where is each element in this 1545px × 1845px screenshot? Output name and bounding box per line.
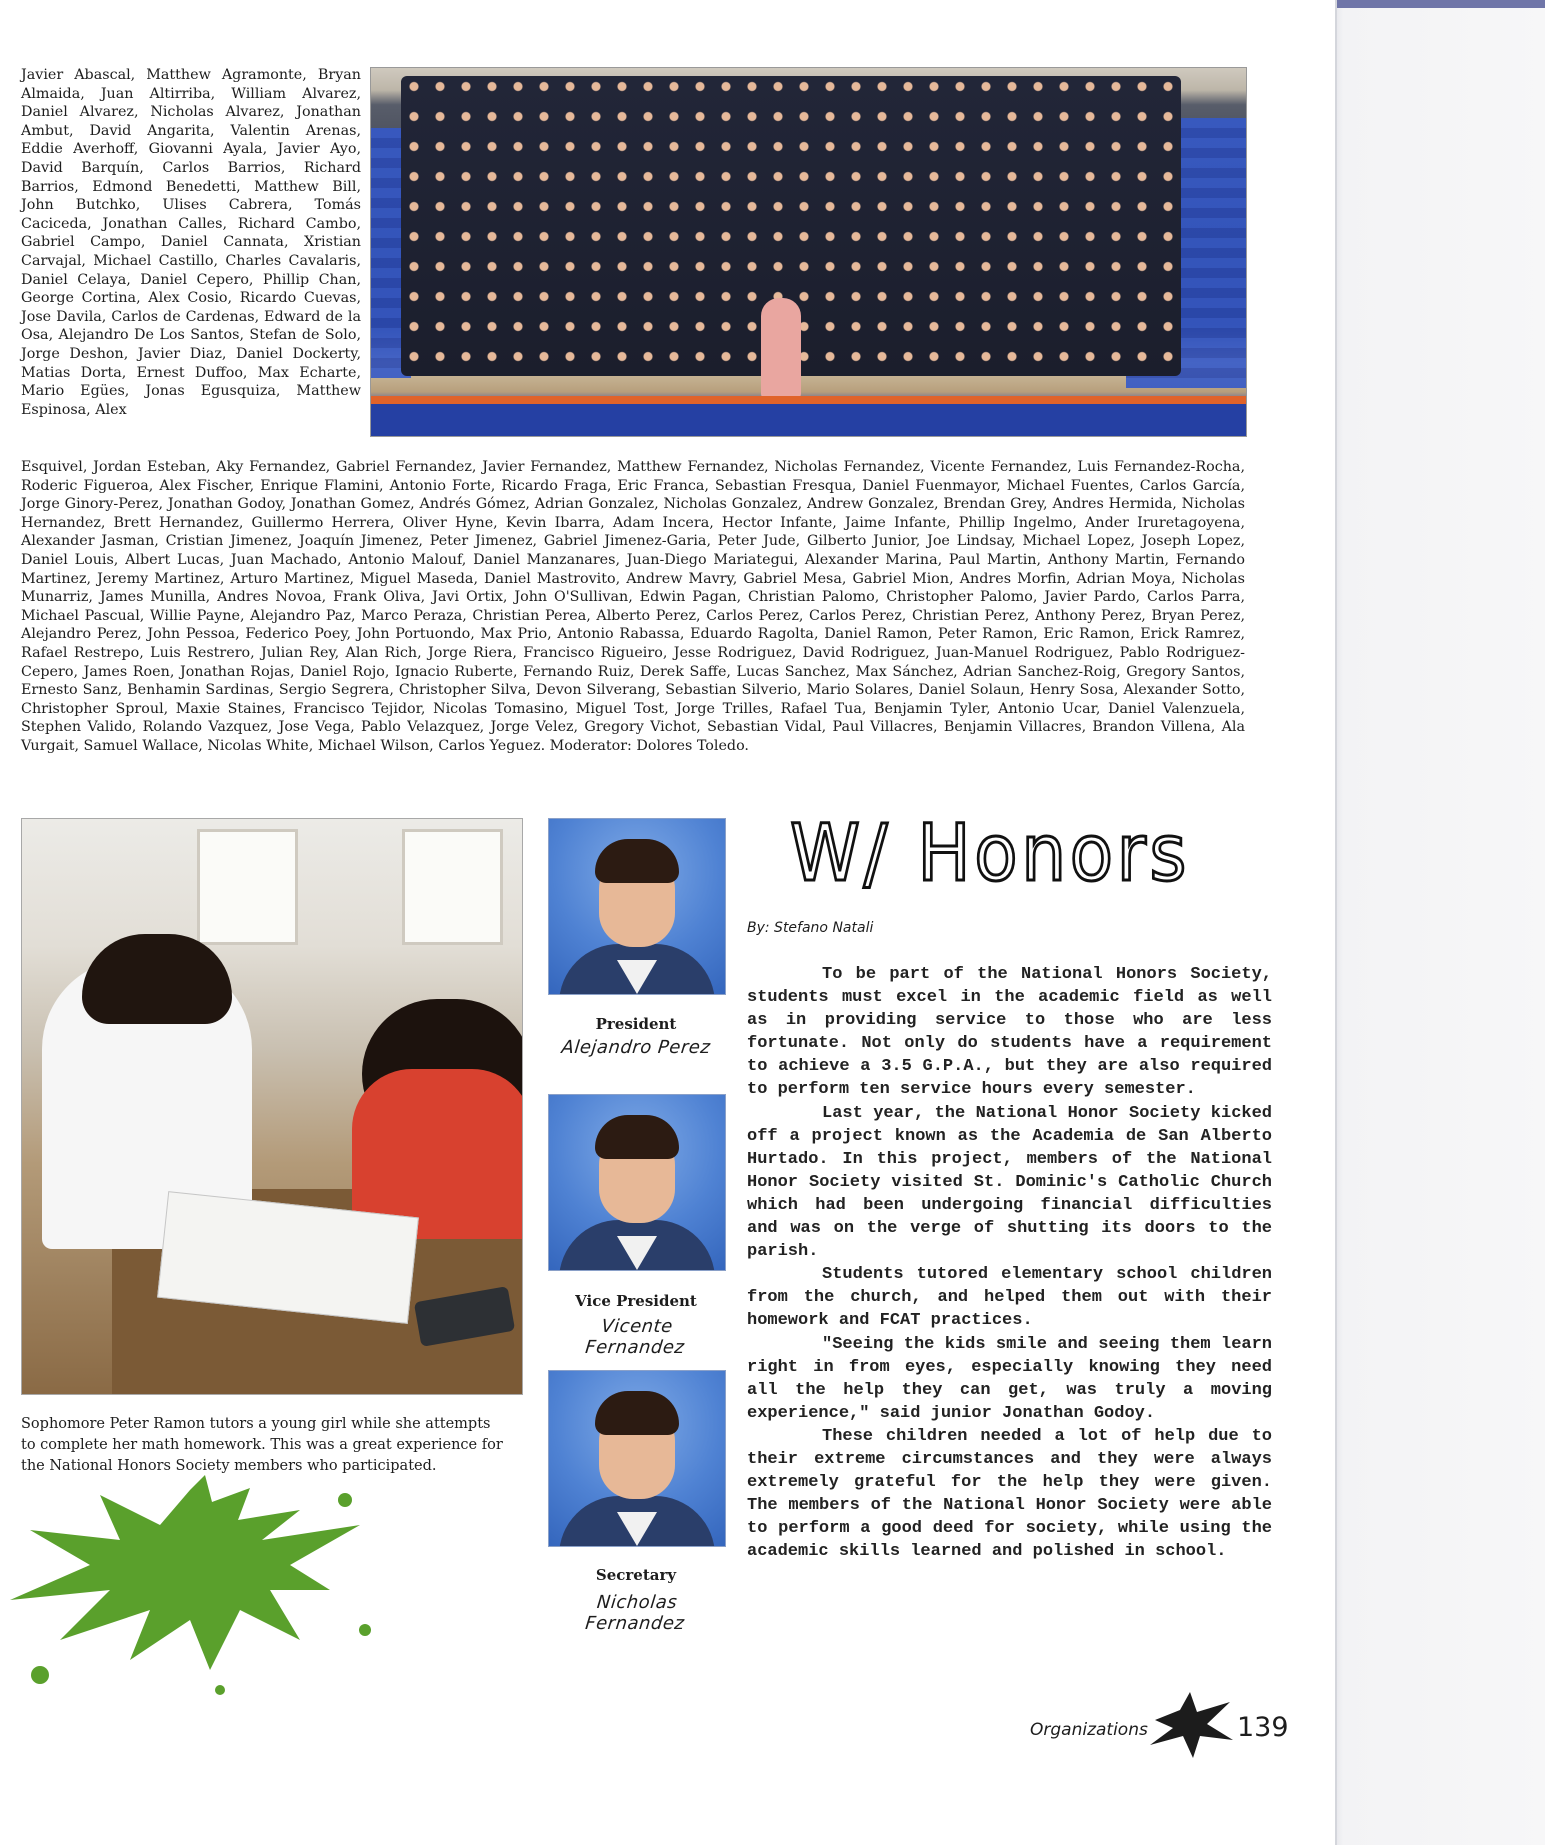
roster-text-top: Javier Abascal, Matthew Agramonte, Bryan Almaida, Juan Altirriba, William Alvarez, Daniel Alvarez, Nicholas Alvarez, Jonathan Ambut, David Angarita, Valentin Arenas, Eddie Averhoff, Giovanni Ayala, Javier Ayo, David Barquín, Carlos Barrios, Richard Barrios, Edmond Benedetti, Matthew Bill, John Butchko, Ulises Cabrera, Tomás Caciceda, Jonathan Calles, Richard Cambo, Gabriel Campo, Daniel Cannata, Xristian Carvajal, Michael Castillo, Charles Cavalaris, Daniel Celaya, Daniel Cepero, Phillip Chan, George Cortina, Alex Cosio, Ricardo Cuevas, Jose Davila, Carlos de Cardenas, Edward de la Osa, Alejandro De Los Santos, Stefan de Solo, Jorge Deshon, Javier Diaz, Daniel Dockerty, Matias Dorta, Ernest Duffoo, Max Echarte, Mario Egües, Jonas Egusquiza, Matthew Espinosa, Alex	[21, 67, 361, 418]
photo-caption: Sophomore Peter Ramon tutors a young girl while she attempts to complete her math homework. This was a great experience for the National Honors Society members who participated.	[21, 1416, 503, 1474]
roster-text-bottom: Esquivel, Jordan Esteban, Aky Fernandez, Gabriel Fernandez, Javier Fernandez, Matthew Fernandez, Nicholas Fernandez, Vicente Fernandez, Luis Fernandez-Rocha, Roderic Figueroa, Alex Fischer, Enrique Flamini, Antonio Forte, Ricardo Fraga, Eric Franca, Sebastian Fresqua, Daniel Fuenmayor, Michael Fuentes, Carlos García, Jorge Ginory-Perez, Jonathan Godoy, Jonathan Gomez, Andrés Gómez, Adrian Gonzalez, Nicholas Gonzalez, Andrew Gonzalez, Brendan Grey, Andres Hermida, Nicholas Hernandez, Brett Hernandez, Guillermo Herrera, Oliver Hyne, Kevin Ibarra, Adam Incera, Hector Infante, Jaime Infante, Phillip Ingelmo, Ander Iruretagoyena, Alexander Jasman, Cristian Jimenez, Joaquín Jimenez, Peter Jimenez, Gabriel Jimenez-Garia, Peter Jude, Gilberto Junior, Joe Lindsay, Michael Lopez, Joseph Lopez, Daniel Louis, Albert Lucas, Juan Machado, Antonio Malouf, Daniel Manzanares, Juan-Diego Mariategui, Alexander Marina, Paul Martin, Anthony Martin, Fernando Martinez, Jeremy Martinez, Arturo Martinez, Miguel Maseda, Daniel Mastrovito, Andrew Mavry, Gabriel Mesa, Gabriel Mion, Andres Morfin, Adrian Moya, Nicholas Munarriz, James Munilla, Andres Novoa, Frank Oliva, Javi Ortix, John O'Sullivan, Edwin Pagan, Christian Palomo, Christopher Palomo, Javier Pardo, Carlos Parra, Michael Pascual, Willie Payne, Alejandro Paz, Marco Peraza, Christian Perea, Alberto Perez, Carlos Perez, Carlos Perez, Christian Perez, Anthony Perez, Bryan Perez, Alejandro Perez, John Pessoa, Federico Poey, John Portuondo, Max Prio, Antonio Rabassa, Eduardo Ragolta, Daniel Ramon, Peter Ramon, Eric Ramon, Erick Ramrez, Rafael Restrepo, Luis Restrero, Julian Rey, Alan Rich, Jorge Riera, Francisco Rigueiro, Jesse Rodriguez, David Rodriguez, Juan-Manuel Rodriguez, Pablo Rodriguez-Cepero, James Roen, Jonathan Rojas, Daniel Rojo, Ignacio Ruberte, Fernando Ruiz, Derek Saffe, Lucas Sanchez, Max Sánchez, Adrian Sanchez-Roig, Gregory Santos, Ernesto Sanz, Benhamin Sardinas, Sergio Segrera, Christopher Silva, Devon Silverang, Sebastian Silverio, Mario Solares, Daniel Solaun, Henry Sosa, Alexander Sotto, Christopher Sproul, Maxie Staines, Francisco Tejidor, Nicolas Tomasino, Miguel Tost, Jorge Trilles, Rafael Tua, Benjamin Tyler, Antonio Ucar, Daniel Valenzuela, Stephen Valido, Rolando Vazquez, Jose Vega, Pablo Velazquez, Jorge Velez, Gregory Vichot, Sebastian Vidal, Paul Villacres, Benjamin Villacres, Brandon Villena, Ala Vurgait, Samuel Wallace, Nicolas White, Michael Wilson, Carlos Yeguez. Moderator: Dolores Toledo.	[21, 459, 1245, 754]
moderator-figure	[761, 298, 801, 398]
president-portrait	[548, 818, 726, 995]
footer-section-label: Organizations	[1030, 1720, 1148, 1740]
window-right	[402, 829, 503, 945]
article-paragraph: "Seeing the kids smile and seeing them learn right in from eyes, especially knowing they need all the help they can get, was truly a moving experience," said junior Jonathan Godoy.	[747, 1334, 1272, 1423]
student-boy-hair	[82, 934, 232, 1024]
article-headline	[790, 800, 1210, 900]
officer-signature-secretary: Nicholas Fernandez	[584, 1592, 686, 1634]
gym-floor	[371, 404, 1246, 436]
article-paragraph: Students tutored elementary school children from the church, and helped them out with their homework and FCAT practices.	[747, 1265, 1272, 1331]
page-edge-band	[1337, 0, 1545, 8]
article-byline: By: Stefano Natali	[747, 920, 874, 936]
page-edge	[1335, 0, 1545, 1845]
article-paragraph: Last year, the National Honor Society kicked off a project known as the Academia de San Alberto Hurtado. In this project, members of the National Honor Society visited St. Dominic's Catholic Church which had been undergoing financial difficulties and was on the verge of shutting its doors to the parish.	[747, 1103, 1272, 1262]
secretary-portrait	[548, 1370, 726, 1547]
group-photo	[370, 67, 1247, 437]
article-paragraph: These children needed a lot of help due to their extreme circumstances and they were always extremely grateful for the help they were given. The members of the National Honor Society were able to perform a good deed for society, while using the academic skills learned and polished in school.	[747, 1426, 1272, 1562]
floor-stripe	[371, 396, 1246, 404]
footer-ink-splat	[1145, 1690, 1235, 1760]
hair	[595, 1391, 679, 1435]
window-left	[197, 829, 298, 945]
officer-signature-president: Alejandro Perez	[560, 1037, 712, 1058]
article-body	[747, 963, 1272, 1563]
officer-title-secretary: Secretary	[595, 1566, 677, 1584]
page-number: 139	[1237, 1712, 1289, 1743]
hair	[595, 839, 679, 883]
green-paint-splat	[0, 1470, 380, 1700]
vice-president-portrait	[548, 1094, 726, 1271]
classroom-photo	[21, 818, 523, 1395]
officer-title-president: President	[595, 1015, 677, 1033]
hair	[595, 1115, 679, 1159]
article-paragraph: To be part of the National Honors Society, students must excel in the academic field as well as in providing service to those who are less fortunate. Not only do students have a requirement to achieve a 3.5 G.P.A., but they are also required to perform ten service hours every semester.	[747, 965, 1272, 1100]
officer-signature-vice-president: Vicente Fernandez	[584, 1316, 686, 1358]
officer-title-vice-president: Vice President	[575, 1292, 697, 1310]
headline-text: W/ Honors	[790, 809, 1190, 899]
